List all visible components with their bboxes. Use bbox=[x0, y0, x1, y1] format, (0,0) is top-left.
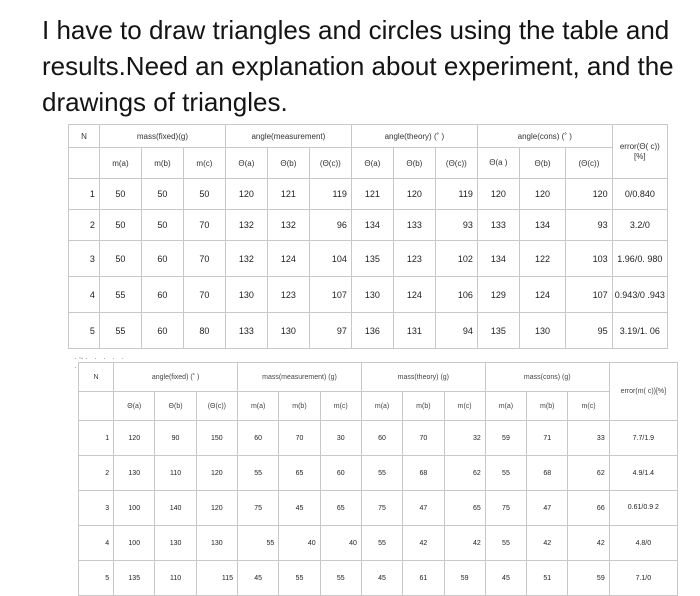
table2-cell: 115 bbox=[196, 561, 237, 596]
table1-cell: 50 bbox=[183, 179, 225, 210]
table1-sub-header: m(a) bbox=[99, 148, 141, 179]
table2-cell: 42 bbox=[568, 526, 609, 561]
table-row bbox=[69, 210, 668, 241]
table2-cell: 55 bbox=[320, 561, 361, 596]
table1-cell: 120 bbox=[519, 179, 565, 210]
table1-cell: 129 bbox=[477, 277, 519, 313]
table1-cell: 1.96/0. 980 bbox=[612, 241, 667, 277]
table2-sub-header: Θ(a) bbox=[114, 392, 155, 421]
table1-cell: 122 bbox=[519, 241, 565, 277]
table1-cell: 134 bbox=[351, 210, 393, 241]
table2-cell: 60 bbox=[238, 421, 279, 456]
table1-cell: 120 bbox=[477, 179, 519, 210]
table2-cell: 33 bbox=[568, 421, 609, 456]
table2-cell: 75 bbox=[238, 491, 279, 526]
table2-group-header: angle(fixed) (˚ ) bbox=[114, 363, 238, 392]
table2-sub-header: m(b) bbox=[527, 392, 568, 421]
table2-cell: 4 bbox=[79, 526, 114, 561]
table1-cell: 135 bbox=[477, 313, 519, 349]
table1-cell: 134 bbox=[519, 210, 565, 241]
table2-cell: 5 bbox=[79, 561, 114, 596]
table2-sub-header: m(c) bbox=[320, 392, 361, 421]
table1-cell: 50 bbox=[99, 179, 141, 210]
table2-cell: 55 bbox=[238, 456, 279, 491]
table1-cell: 131 bbox=[393, 313, 435, 349]
table2-cell: 65 bbox=[444, 491, 485, 526]
table1-cell: 123 bbox=[267, 277, 309, 313]
table2-cell: 55 bbox=[361, 526, 402, 561]
table1-cell: 119 bbox=[309, 179, 351, 210]
table1-cell: 106 bbox=[435, 277, 477, 313]
table2-cell: 55 bbox=[361, 456, 402, 491]
table2-cell: 59 bbox=[485, 421, 526, 456]
table2-cell: 65 bbox=[320, 491, 361, 526]
table2-cell: 55 bbox=[279, 561, 320, 596]
table2-sub-header: m(b) bbox=[279, 392, 320, 421]
table2-cell: 62 bbox=[444, 456, 485, 491]
table1-cell: 5 bbox=[69, 313, 100, 349]
table2-cell: 68 bbox=[527, 456, 568, 491]
table1-cell: 130 bbox=[267, 313, 309, 349]
table2-cell: 135 bbox=[114, 561, 155, 596]
table1-cell: 4 bbox=[69, 277, 100, 313]
table1-sub-header: m(b) bbox=[141, 148, 183, 179]
table2-cell: 40 bbox=[320, 526, 361, 561]
table1-cell: 136 bbox=[351, 313, 393, 349]
table-row bbox=[69, 241, 668, 277]
table1-cell: 94 bbox=[435, 313, 477, 349]
table1-cell: 132 bbox=[267, 210, 309, 241]
table2-cell: 30 bbox=[320, 421, 361, 456]
table1-cell: 130 bbox=[351, 277, 393, 313]
table1-cell: 55 bbox=[99, 277, 141, 313]
table1-cell: 97 bbox=[309, 313, 351, 349]
table1-cell: 50 bbox=[99, 241, 141, 277]
table-row bbox=[79, 526, 678, 561]
table2-sub-header: m(c) bbox=[568, 392, 609, 421]
table1-cell: 70 bbox=[183, 277, 225, 313]
table1-cell: 50 bbox=[141, 210, 183, 241]
table1-cell: 135 bbox=[351, 241, 393, 277]
table1-cell: 2 bbox=[69, 210, 100, 241]
table2-cell: 55 bbox=[485, 526, 526, 561]
table2-cell: 4.8/0 bbox=[609, 526, 677, 561]
table1-cell: 130 bbox=[225, 277, 267, 313]
table1-n-header: N bbox=[69, 125, 100, 148]
table1-cell: 70 bbox=[183, 241, 225, 277]
table1-cell: 0.943/0 .943 bbox=[612, 277, 667, 313]
table2-cell: 1 bbox=[79, 421, 114, 456]
table1-cell: 123 bbox=[393, 241, 435, 277]
table2-cell: 7.7/1.9 bbox=[609, 421, 677, 456]
table1-cell: 60 bbox=[141, 277, 183, 313]
table1-group-header: angle(measurement) bbox=[225, 125, 351, 148]
table2-cell: 40 bbox=[279, 526, 320, 561]
table1-cell: 133 bbox=[225, 313, 267, 349]
table1-cell: 133 bbox=[393, 210, 435, 241]
table2-group-header: mass(theory) (g) bbox=[361, 363, 485, 392]
table1-cell: 0/0.840 bbox=[612, 179, 667, 210]
table2-cell: 75 bbox=[361, 491, 402, 526]
table2-sub-header: m(a) bbox=[238, 392, 279, 421]
table2-cell: 110 bbox=[155, 456, 196, 491]
table1-empty-cell bbox=[69, 148, 100, 179]
table2-cell: 100 bbox=[114, 491, 155, 526]
table2-group-header: mass(measurement) (g) bbox=[238, 363, 362, 392]
table1-cell: 120 bbox=[393, 179, 435, 210]
table2-cell: 130 bbox=[196, 526, 237, 561]
table1-cell: 124 bbox=[267, 241, 309, 277]
table2-cell: 65 bbox=[279, 456, 320, 491]
table2-cell: 42 bbox=[527, 526, 568, 561]
table2-cell: 45 bbox=[279, 491, 320, 526]
table2-sub-header: Θ(b) bbox=[155, 392, 196, 421]
table2-cell: 71 bbox=[527, 421, 568, 456]
table2-cell: 55 bbox=[238, 526, 279, 561]
table2-cell: 90 bbox=[155, 421, 196, 456]
table2-error-header: error(m( c))[%] bbox=[609, 363, 677, 421]
table-row bbox=[79, 421, 678, 456]
table1-sub-header: Θ(b) bbox=[267, 148, 309, 179]
table2-group-header-row bbox=[79, 363, 678, 392]
table2-cell: 120 bbox=[114, 421, 155, 456]
table2-cell: 47 bbox=[527, 491, 568, 526]
table1-cell: 107 bbox=[566, 277, 612, 313]
table1-cell: 121 bbox=[351, 179, 393, 210]
table2-sub-header: (Θ(c)) bbox=[196, 392, 237, 421]
table2-cell: 120 bbox=[196, 491, 237, 526]
table1-cell: 124 bbox=[519, 277, 565, 313]
table-row bbox=[69, 277, 668, 313]
table1-sub-header: Θ(b) bbox=[519, 148, 565, 179]
table1-cell: 70 bbox=[183, 210, 225, 241]
table2-empty-cell bbox=[79, 392, 114, 421]
table1-cell: 3.2/0 bbox=[612, 210, 667, 241]
table1-cell: 120 bbox=[566, 179, 612, 210]
table2-cell: 42 bbox=[403, 526, 444, 561]
table1-cell: 95 bbox=[566, 313, 612, 349]
table2-cell: 59 bbox=[568, 561, 609, 596]
table2-cell: 3 bbox=[79, 491, 114, 526]
table1-cell: 93 bbox=[566, 210, 612, 241]
table2-cell: 0.61/0.9 2 bbox=[609, 491, 677, 526]
table1-group-header: angle(theory) (˚ ) bbox=[351, 125, 477, 148]
table2-cell: 140 bbox=[155, 491, 196, 526]
table1-cell: 102 bbox=[435, 241, 477, 277]
table2-cell: 110 bbox=[155, 561, 196, 596]
table2-cell: 55 bbox=[485, 456, 526, 491]
table2-cell: 60 bbox=[320, 456, 361, 491]
table1-cell: 120 bbox=[225, 179, 267, 210]
table2-cell: 60 bbox=[361, 421, 402, 456]
mass-results-table bbox=[78, 362, 678, 596]
table1-group-header-row bbox=[69, 125, 668, 148]
table2-cell: 68 bbox=[403, 456, 444, 491]
table1-cell: 124 bbox=[393, 277, 435, 313]
table2-cell: 45 bbox=[361, 561, 402, 596]
table2-sub-header: m(a) bbox=[485, 392, 526, 421]
table1-cell: 119 bbox=[435, 179, 477, 210]
table-row bbox=[79, 561, 678, 596]
angle-results-table bbox=[68, 124, 668, 349]
table2-cell: 70 bbox=[279, 421, 320, 456]
table1-error-header: error(Θ( c))[%] bbox=[612, 125, 667, 179]
table1-cell: 80 bbox=[183, 313, 225, 349]
table1-cell: 107 bbox=[309, 277, 351, 313]
table2-cell: 130 bbox=[114, 456, 155, 491]
table1-sub-header: Θ(a) bbox=[351, 148, 393, 179]
table1-cell: 93 bbox=[435, 210, 477, 241]
table2-sub-header: m(a) bbox=[361, 392, 402, 421]
table1-cell: 60 bbox=[141, 313, 183, 349]
table2-group-header: mass(cons) (g) bbox=[485, 363, 609, 392]
table1-cell: 96 bbox=[309, 210, 351, 241]
table1-cell: 3 bbox=[69, 241, 100, 277]
table1-cell: 132 bbox=[225, 210, 267, 241]
table1-cell: 50 bbox=[141, 179, 183, 210]
table1-sub-header: Θ(a) bbox=[225, 148, 267, 179]
table2-cell: 45 bbox=[485, 561, 526, 596]
table1-cell: 103 bbox=[566, 241, 612, 277]
table2-cell: 32 bbox=[444, 421, 485, 456]
table1-cell: 3.19/1. 06 bbox=[612, 313, 667, 349]
table-row bbox=[79, 456, 678, 491]
table1-cell: 133 bbox=[477, 210, 519, 241]
question-text: I have to draw triangles and circles using the table and results.Need an explanation about experiment, and the drawings of triangles. bbox=[42, 15, 674, 117]
table1-group-header: angle(cons) (˚ ) bbox=[477, 125, 612, 148]
table2-cell: 59 bbox=[444, 561, 485, 596]
table2-cell: 51 bbox=[527, 561, 568, 596]
table1-group-header: mass(fixed)(g) bbox=[99, 125, 225, 148]
table2-cell: 130 bbox=[155, 526, 196, 561]
table2-cell: 7.1/0 bbox=[609, 561, 677, 596]
table1-cell: 132 bbox=[225, 241, 267, 277]
table1-sub-header: (Θ(c)) bbox=[309, 148, 351, 179]
table1-sub-header: m(c) bbox=[183, 148, 225, 179]
table1-cell: 50 bbox=[99, 210, 141, 241]
table2-cell: 120 bbox=[196, 456, 237, 491]
table2-sub-header-row bbox=[79, 392, 678, 421]
table1-cell: 55 bbox=[99, 313, 141, 349]
table1-sub-header-row bbox=[69, 148, 668, 179]
table2-n-header: N bbox=[79, 363, 114, 392]
table2-cell: 4.9/1.4 bbox=[609, 456, 677, 491]
table1-cell: 121 bbox=[267, 179, 309, 210]
table2-cell: 66 bbox=[568, 491, 609, 526]
table1-cell: 60 bbox=[141, 241, 183, 277]
table1-sub-header: (Θ(c)) bbox=[566, 148, 612, 179]
table-row bbox=[79, 491, 678, 526]
table2-cell: 47 bbox=[403, 491, 444, 526]
table1-sub-header: Θ(a ) bbox=[477, 148, 519, 179]
table2-cell: 100 bbox=[114, 526, 155, 561]
table2-cell: 75 bbox=[485, 491, 526, 526]
table1-cell: 104 bbox=[309, 241, 351, 277]
table2-cell: 45 bbox=[238, 561, 279, 596]
table2-sub-header: m(b) bbox=[403, 392, 444, 421]
table-row bbox=[69, 313, 668, 349]
table2-cell: 2 bbox=[79, 456, 114, 491]
table1-sub-header: Θ(b) bbox=[393, 148, 435, 179]
table2-cell: 61 bbox=[403, 561, 444, 596]
table-row bbox=[69, 179, 668, 210]
table1-cell: 130 bbox=[519, 313, 565, 349]
table1-cell: 134 bbox=[477, 241, 519, 277]
table2-cell: 70 bbox=[403, 421, 444, 456]
table1-cell: 1 bbox=[69, 179, 100, 210]
table2-cell: 150 bbox=[196, 421, 237, 456]
scan-smudge: ·~· · · · · · bbox=[74, 354, 126, 372]
table2-sub-header: m(c) bbox=[444, 392, 485, 421]
table2-cell: 62 bbox=[568, 456, 609, 491]
table2-cell: 42 bbox=[444, 526, 485, 561]
table1-sub-header: (Θ(c)) bbox=[435, 148, 477, 179]
